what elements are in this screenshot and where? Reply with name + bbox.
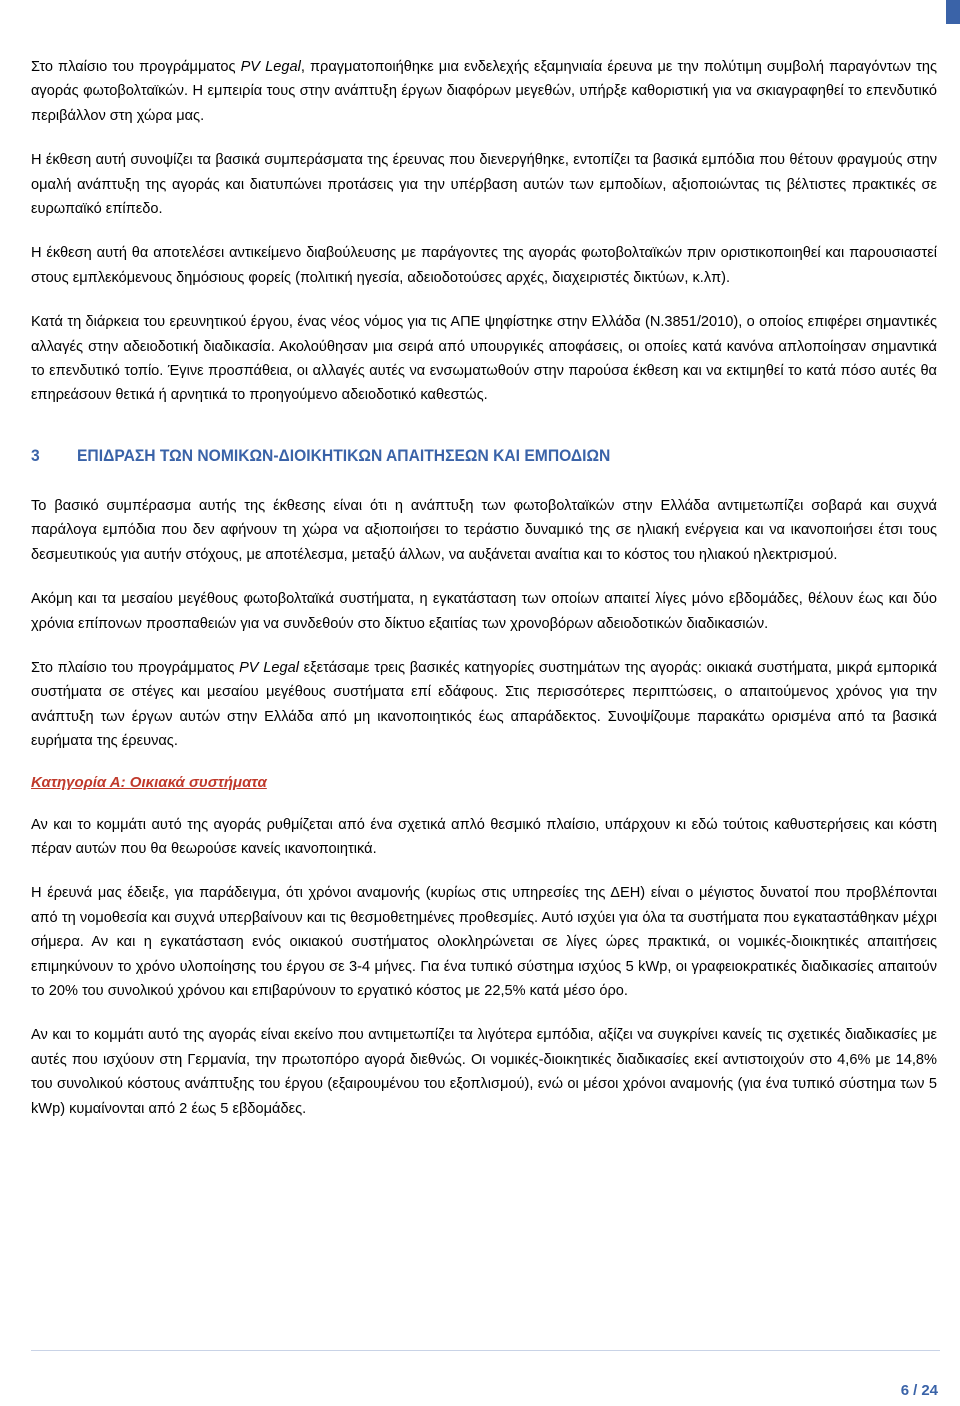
section-title: ΕΠΙΔΡΑΣΗ ΤΩΝ ΝΟΜΙΚΩΝ-ΔΙΟΙΚΗΤΙΚΩΝ ΑΠΑΙΤΗΣΕΩΝ ΚΑΙ ΕΜΠΟΔΙΩΝ — [77, 445, 611, 465]
document-page — [31, 55, 937, 1141]
section-heading — [31, 446, 865, 466]
paragraph-new-law: Κατά τη διάρκεια του ερευνητικού έργου, ένας νέος νόμος για τις ΑΠΕ ψηφίστηκε στην Ελλάδα (Ν.3851/2010), ο οποίος επιφέρει σημαντικές αλλαγές στην αδειοδοτική διαδικασία. Ακολούθησαν μια σειρά από υπουργικές αποφάσεις, οι οποίες κατά κανόνα απλοποίησαν σημαντικά το επενδυτικό τοπίο. Έγινε προσπάθεια, οι αλλαγές αυτές να ενσωματωθούν στην παρούσα έκθεση και να εκτιμηθεί το κατά πόσο αυτές θα επηρεάσουν θετικά ή αρνητικά το προηγούμενο αδειοδοτικό καθεστώς. — [31, 314, 937, 404]
paragraph-germany-comparison: Αν και το κομμάτι αυτό της αγοράς είναι εκείνο που αντιμετωπίζει τα λιγότερα εμπόδια, αξίζει να συγκρίνει κανείς τις σχετικές διαδικασίες με αυτές που ισχύουν στη Γερμανία, την πρωτοπόρο αγορά διεθνώς. Οι νομικές-διοικητικές διαδικασίες εκεί αντιστοιχούν στο 4,6% με 14,8% του συνολικού κόστους ανάπτυξης του έργου (εξαιρουμένου του εξοπλισμού), ενώ οι μέσοι χρόνοι αναμονής (για ένα τυπικό σύστημα των 5 kWp) κυμαίνονται από 2 έως 5 εβδομάδες. — [31, 1027, 937, 1117]
paragraph-summary: Η έκθεση αυτή συνοψίζει τα βασικά συμπεράσματα της έρευνας που διενεργήθηκε, εντοπίζει τα βασικά εμπόδια που θέτουν φραγμούς στην ομαλή ανάπτυξη της αγοράς και διατυπώνει προτάσεις για την υπέρβαση αυτών των εμποδίων, αξιοποιώντας τις βέλτιστες πρακτικές σε ευρωπαϊκό επίπεδο. — [31, 152, 937, 218]
paragraph-consultation: Η έκθεση αυτή θα αποτελέσει αντικείμενο διαβούλευσης με παράγοντες της αγοράς φωτοβολταϊκών πριν οριστικοποιηθεί και παρουσιαστεί στους εμπλεκόμενους δημόσιους φορείς (πολιτική ηγεσία, αδειοδοτούσες αρχές, διαχειριστές δικτύων, κ.λπ). — [31, 245, 937, 286]
paragraph-medium-systems: Ακόμη και τα μεσαίου μεγέθους φωτοβολταϊκά συστήματα, η εγκατάσταση των οποίων απαιτεί λίγες μόνο εβδομάδες, θέλουν έως και δύο χρόνια επίπονων προσπαθειών για να συνδεθούν στο δίκτυο εξαιτίας των χρονοβόρων αδειοδοτικών διαδικασιών. — [31, 591, 937, 632]
paragraph-categories: Στο πλαίσιο του προγράμματος PV Legal εξετάσαμε τρεις βασικές κατηγορίες συστημάτων της αγοράς: οικιακά συστήματα, μικρά εμπορικά συστήματα σε στέγες και μεσαίου μεγέθους συστήματα επί εδάφους. Στις περισσότερες περιπτώσεις, ο απαιτούμενος χρόνος για την ανάπτυξη των έργων αυτών στην Ελλάδα από μη ικανοποιητικός έως απαράδεκτος. Συνοψίζουμε παρακάτω ορισμένα από τα βασικά ευρήματα της έρευνας. — [31, 659, 938, 750]
paragraph-intro: Στο πλαίσιο του προγράμματος PV Legal, πραγματοποιήθηκε μια ενδελεχής εξαμηνιαία έρευνα με την πολύτιμη συμβολή παραγόντων της αγοράς φωτοβολταϊκών. Η εμπειρία τους στην ανάπτυξη έργων διαφόρων μεγεθών, υπήρξε καθοριστική για να σκιαγραφηθεί το επενδυτικό περιβάλλον στη χώρα μας. — [31, 59, 937, 124]
paragraph-main-conclusion: Το βασικό συμπέρασμα αυτής της έκθεσης είναι ότι η ανάπτυξη των φωτοβολταϊκών στην Ελλάδα αντιμετωπίζει σοβαρά και συχνά παράλογα εμπόδια που δεν αφήνουν τη χώρα να αξιοποιήσει το τεράστιο δυναμικό της σε ηλιακή ενέργεια και να ικανοποιήσει έτσι τους δεσμευτικούς για αυτήν στόχους, με αποτέλεσμα, μεταξύ άλλων, να αυξάνεται αναίτια και το κόστος του ηλιακού ηλεκτρισμού. — [31, 497, 937, 563]
page-number: 6 / 24 — [900, 1382, 938, 1399]
section-number: 3 — [31, 445, 40, 465]
paragraph-residential-framework: Αν και το κομμάτι αυτό της αγοράς ρυθμίζεται από ένα σχετικά απλό θεσμικό πλαίσιο, υπάρχουν κι εδώ τούτοις καθυστερήσεις και κόστη πέραν αυτών που θα θεωρούσε κανείς ικανοποιητικά. — [31, 816, 937, 857]
program-name: PV Legal — [240, 59, 301, 75]
subsection-heading: Κατηγορία Α: Οικιακά συστήματα — [31, 773, 267, 791]
program-name: PV Legal — [239, 659, 299, 676]
page-footer — [0, 1336, 960, 1406]
footer-divider — [31, 1350, 940, 1351]
corner-accent-bar — [946, 0, 960, 24]
paragraph-residential-findings: Η έρευνά μας έδειξε, για παράδειγμα, ότι χρόνοι αναμονής (κυρίως στις υπηρεσίες της ΔΕΗ) είναι ο μέγιστος δυνατοί που προβλέπονται από τη νομοθεσία και συχνά υπερβαίνουν και τις θεσμοθετημένες προθεσμίες. Αυτό ισχύει για όλα τα συστήματα που εγκαταστάθηκαν μέχρι σήμερα. Αν και η εγκατάσταση ενός οικιακού συστήματος ολοκληρώνεται σε λίγες ώρες πρακτικά, οι νομικές-διοικητικές απαιτήσεις επιμηκύνουν το χρόνο υλοποίησης του έργου σε 3-4 μήνες. Για ένα τυπικό σύστημα ισχύος 5 kWp, οι γραφειοκρατικές διαδικασίες απαιτούν το 20% του συνολικού χρόνου και επιβαρύνουν το εργατικό κόστος με 22,5% κατά μέσο όρο. — [31, 885, 937, 999]
